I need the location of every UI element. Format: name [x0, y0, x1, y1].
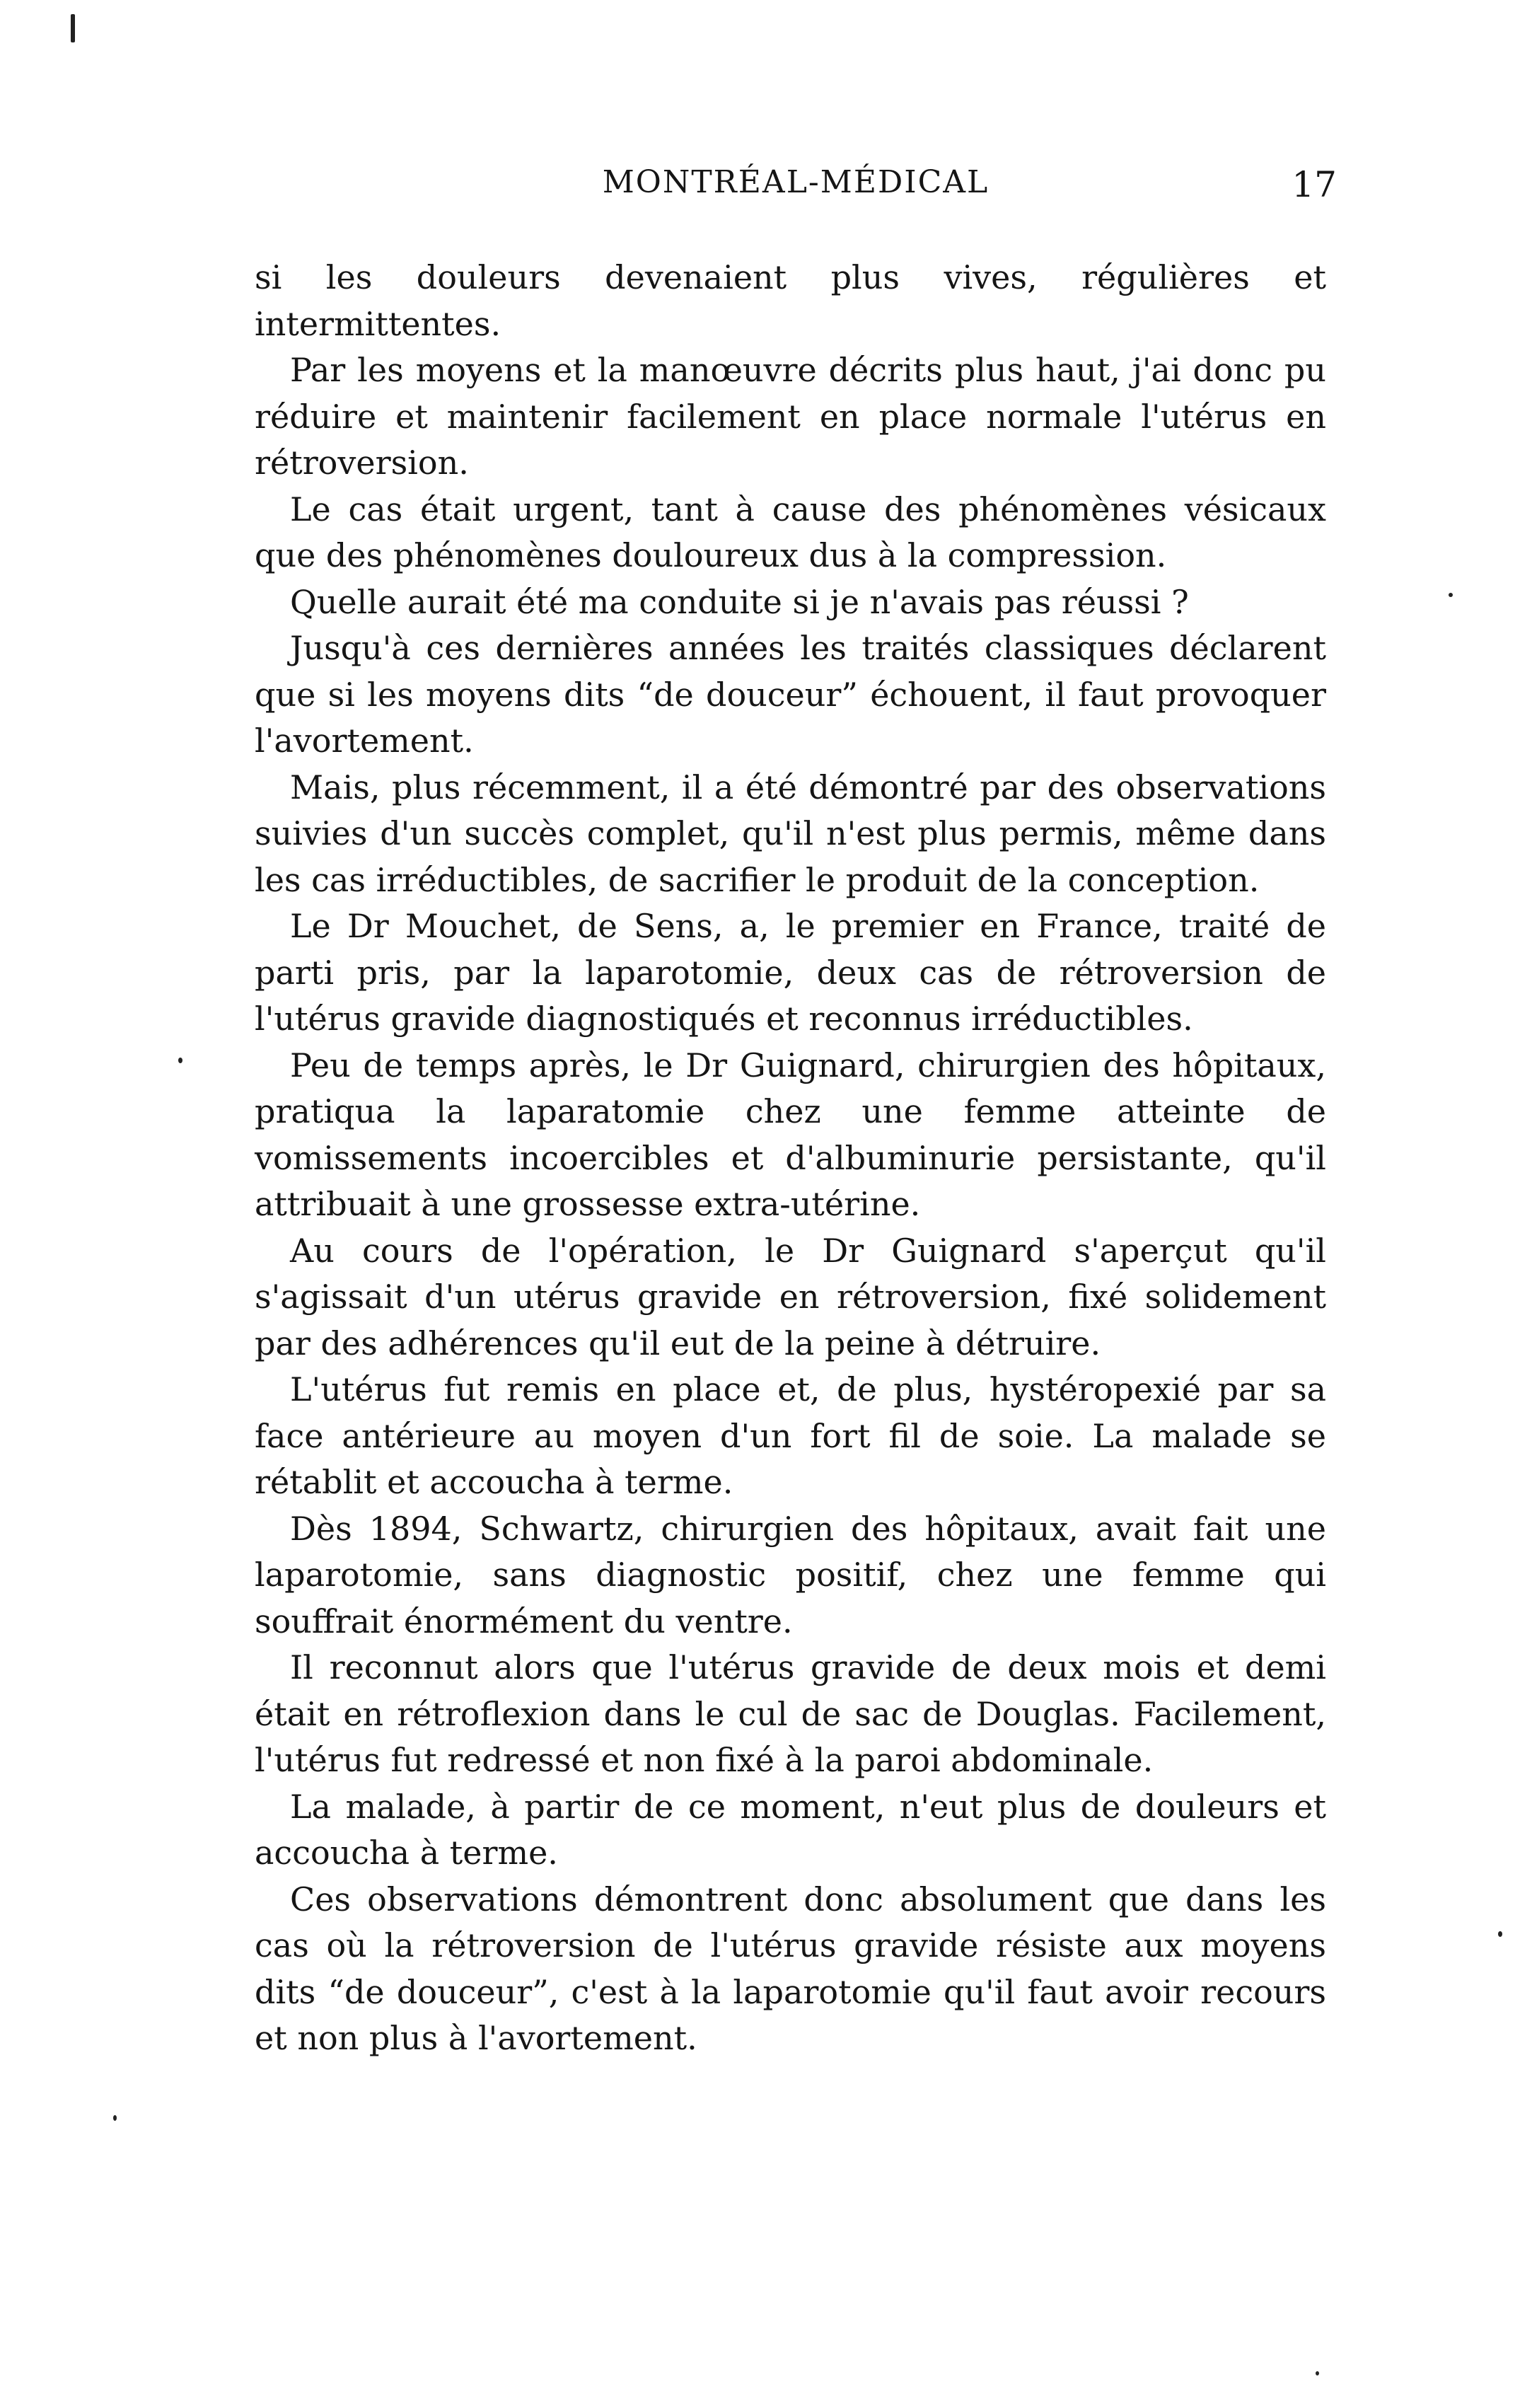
- paragraph: Par les moyens et la manœuvre décrits plus haut, j'ai donc pu réduire et maintenir facilement en place normale l'utérus en rétroversion.: [255, 351, 1326, 482]
- paragraph: Dès 1894, Schwartz, chirurgien des hôpitaux, avait fait une laparotomie, sans diagnostic positif, chez une femme qui souffrait énormément du ventre.: [255, 1509, 1326, 1640]
- body-text: [255, 255, 1326, 2062]
- scan-speck: [113, 2115, 117, 2121]
- paragraph: Peu de temps après, le Dr Guignard, chirurgien des hôpitaux, pratiqua la laparatomie chez une femme atteinte de vomissements incoercibles et d'albuminurie persistante, qu'il attribuait à une grossesse extra-utérine.: [255, 1046, 1326, 1223]
- paragraph: Le Dr Mouchet, de Sens, a, le premier en France, traité de parti pris, par la laparotomie, deux cas de rétroversion de l'utérus gravide diagnostiqués et reconnus irréductibles.: [255, 907, 1326, 1038]
- paragraph: Jusqu'à ces dernières années les traités classiques déclarent que si les moyens dits “de douceur” échouent, il faut provoquer l'avortement.: [255, 629, 1326, 760]
- running-title: MONTRÉAL-MÉDICAL: [602, 164, 990, 200]
- paragraph: Quelle aurait été ma conduite si je n'avais pas réussi ?: [290, 582, 1189, 621]
- page-header: [255, 164, 1337, 214]
- paragraph: Le cas était urgent, tant à cause des phénomènes vésicaux que des phénomènes douloureux dus à la compression.: [255, 490, 1326, 574]
- paragraph: si les douleurs devenaient plus vives, régulières et intermittentes.: [255, 258, 1326, 343]
- page-number: 17: [1292, 164, 1337, 205]
- paragraph: La malade, à partir de ce moment, n'eut plus de douleurs et accoucha à terme.: [255, 1787, 1326, 1872]
- scan-speck: [71, 14, 75, 42]
- scan-speck: [1498, 1931, 1502, 1937]
- paragraph: Ces observations démontrent donc absolument que dans les cas où la rétroversion de l'utérus gravide résiste aux moyens dits “de douceur”, c'est à la laparotomie qu'il faut avoir recours et non plus à l'avortement.: [255, 1880, 1326, 2057]
- scan-speck: [1449, 593, 1453, 597]
- paragraph: Mais, plus récemment, il a été démontré par des observations suivies d'un succès complet, qu'il n'est plus permis, même dans les cas irréductibles, de sacrifier le produit de la conception.: [255, 768, 1326, 899]
- paragraph: L'utérus fut remis en place et, de plus, hystéropexié par sa face antérieure au moyen d'un fort fil de soie. La malade se rétablit et accoucha à terme.: [255, 1370, 1326, 1501]
- paragraph: Il reconnut alors que l'utérus gravide de deux mois et demi était en rétroflexion dans le cul de sac de Douglas. Facilement, l'utérus fut redressé et non fixé à la paroi abdominale.: [255, 1648, 1326, 1779]
- paragraph: Au cours de l'opération, le Dr Guignard s'aperçut qu'il s'agissait d'un utérus gravide en rétroversion, fixé solidement par des adhérences qu'il eut de la peine à détruire.: [255, 1231, 1326, 1362]
- scan-speck: [178, 1058, 182, 1063]
- scan-speck: [1316, 2371, 1319, 2375]
